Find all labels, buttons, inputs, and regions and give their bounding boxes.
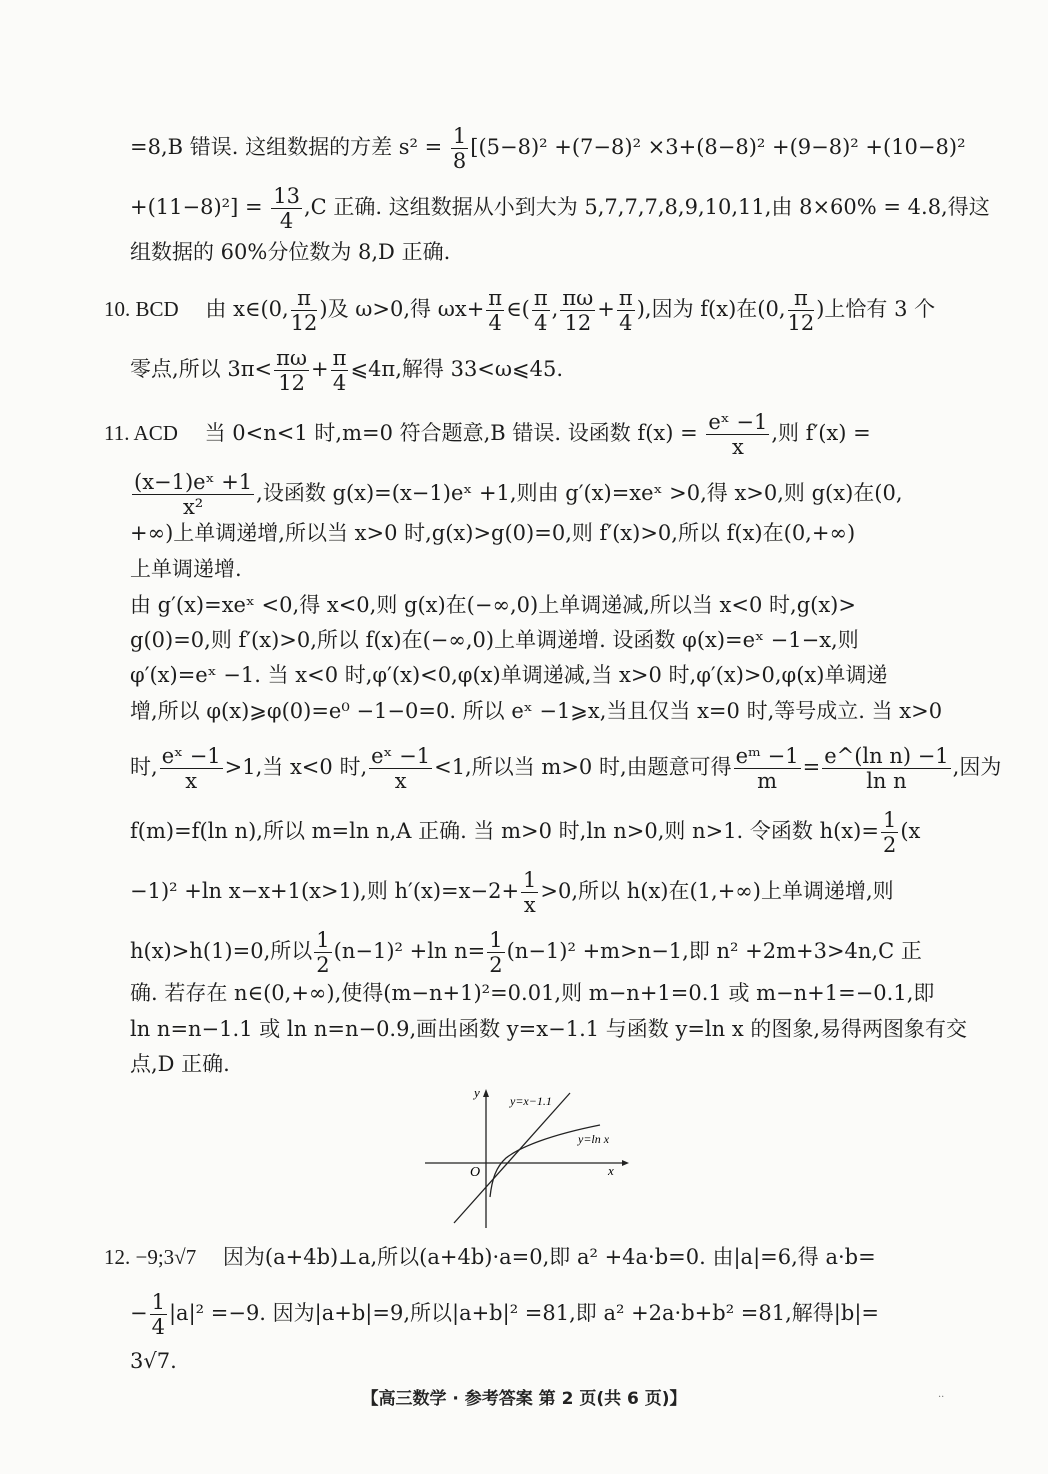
q11-line-7: φ′(x)=eˣ −1. 当 x<0 时,φ′(x)<0,φ(x)单调递减,当 x>0 时,φ′(x)>0,φ(x)单调递 xyxy=(130,663,888,687)
q9-line-1: =8,B 错误. 这组数据的方差 s² = $\frac{1}{8}$ [(5−8)² +(7−8)² ×3+(8−8)² +(9−8)² +(10−8)² xyxy=(130,124,966,173)
fraction: $\frac{\text{eᵐ −1}}{m}$ xyxy=(735,744,799,793)
q11-line-12: h(x)>h(1)=0,所以 $\frac{1}{2}$ (n−1)² +ln n= $\frac{1}{2}$ (n−1)² +m>n−1,即 n² +2m+3>4n,C 正 xyxy=(130,928,922,977)
fraction: $\frac{1}{4}$ xyxy=(151,1290,165,1339)
q11-line-1: 11. ACD 当 0<n<1 时,m=0 符合题意,B 错误. 设函数 f(x) = $\frac{\text{eˣ −1}}{x}$ ,则 f′(x) = xyxy=(104,410,871,459)
fraction: $\frac{13}{4}$ xyxy=(273,184,300,233)
q11-line-15: 点,D 正确. xyxy=(130,1052,230,1076)
fraction: $\frac{\pi}{12}$ xyxy=(290,286,318,335)
fraction: $\frac{1}{x}$ xyxy=(523,868,537,917)
q10-line-2: 零点,所以 3π< $\frac{\pi\omega}{12}$ + $\frac{\pi}{4}$ ⩽4π,解得 33<ω⩽45. xyxy=(130,346,564,395)
question-number: 12. −9;3√7 xyxy=(104,1245,197,1269)
q11-line-13: 确. 若存在 n∈(0,+∞),使得(m−n+1)²=0.01,则 m−n+1=0.1 或 m−n+1=−0.1,即 xyxy=(130,981,935,1005)
q10-line-1: 10. BCD 由 x∈(0, $\frac{\pi}{12}$ )及 ω>0,得 ωx+ $\frac{\pi}{4}$ ∈( $\frac{\pi}{4}$ , $\frac{\pi\omega}{12}$ + $\frac{\pi}{4}$ ),因为 f(x)在(0, $\frac{\pi}{12}$ )上恰有 3 个 xyxy=(104,286,936,335)
fraction: $\frac{1}{2}$ xyxy=(882,808,897,857)
x-axis-arrow xyxy=(622,1160,629,1166)
q9-line-3: 组数据的 60%分位数为 8,D 正确. xyxy=(130,240,451,264)
fraction: $\frac{\text{(x−1)eˣ +1}}{\text{x²}}$ xyxy=(134,470,253,519)
fraction: $\frac{1}{2}$ xyxy=(316,928,330,977)
fraction: $\frac{\pi}{4}$ xyxy=(332,346,347,395)
q11-line-8: 增,所以 φ(x)⩾φ(0)=e⁰ −1−0=0. 所以 eˣ −1⩾x,当且仅当 x=0 时,等号成立. 当 x>0 xyxy=(130,699,943,723)
x-axis-label: x xyxy=(608,1163,614,1178)
q11-line-4: 上单调递增. xyxy=(130,557,242,581)
y-axis-label: y xyxy=(474,1085,480,1100)
line-y-x-minus-1-1 xyxy=(454,1093,570,1223)
fraction: $\frac{\pi\omega}{12}$ xyxy=(562,286,594,335)
corner-mark: ·· xyxy=(938,1392,945,1403)
fraction: $\frac{1}{2}$ xyxy=(489,928,503,977)
q11-line-2: $\frac{\text{(x−1)eˣ +1}}{\text{x²}}$ ,设函数 g(x)=(x−1)eˣ +1,则由 g′(x)=xeˣ >0,得 x>0,则 g(x)在(0, xyxy=(134,470,903,519)
q11-line-5: 由 g′(x)=xeˣ <0,得 x<0,则 g(x)在(−∞,0)上单调递减,所以当 x<0 时,g(x)> xyxy=(130,593,856,617)
fraction: $\frac{\pi}{4}$ xyxy=(618,286,633,335)
q9-line-2: +(11−8)²] = $\frac{13}{4}$ ,C 正确. 这组数据从小到大为 5,7,7,7,8,9,10,11,由 8×60% = 4.8,得这 xyxy=(130,184,990,233)
q11-line-10: f(m)=f(ln n),所以 m=ln n,A 正确. 当 m>0 时,ln n>0,则 n>1. 令函数 h(x)= $\frac{1}{2}$ (x xyxy=(130,808,921,857)
q12-line-3: 3√7. xyxy=(130,1349,177,1373)
q11-line-11: −1)² +ln x−x+1(x>1),则 h′(x)=x−2+ $\frac{1}{x}$ >0,所以 h(x)在(1,+∞)上单调递增,则 xyxy=(130,868,894,917)
fraction: $\frac{\pi}{12}$ xyxy=(787,286,815,335)
page-footer: 【高三数学 · 参考答案 第 2 页(共 6 页)】 xyxy=(361,1389,687,1409)
y-axis-arrow xyxy=(483,1089,489,1097)
q11-line-14: ln n=n−1.1 或 ln n=n−0.9,画出函数 y=x−1.1 与函数 y=ln x 的图象,易得两图象有交 xyxy=(130,1017,968,1041)
line-label: y=x−1.1 xyxy=(510,1094,552,1108)
fraction: $\frac{1}{8}$ xyxy=(452,124,467,173)
fraction: $\frac{\pi}{4}$ xyxy=(533,286,548,335)
function-graph xyxy=(420,1083,635,1233)
question-number: 10. BCD xyxy=(104,297,179,321)
fraction: $\frac{\text{e\textasciicircum{}(ln n) −1}}{\text{ln n}}$ xyxy=(824,744,949,793)
fraction: $\frac{\text{eˣ −1}}{x}$ xyxy=(371,744,431,793)
fraction: $\frac{\text{eˣ −1}}{x}$ xyxy=(161,744,221,793)
q12-line-1: 12. −9;3√7 因为(a+4b)⊥a,所以(a+4b)·a=0,即 a² +4a·b=0. 由|a|=6,得 a·b= xyxy=(104,1245,876,1269)
q11-line-3: +∞)上单调递增,所以当 x>0 时,g(x)>g(0)=0,则 f′(x)>0,所以 f(x)在(0,+∞) xyxy=(130,521,856,545)
fraction: $\frac{\pi\omega}{12}$ xyxy=(276,346,308,395)
question-number: 11. ACD xyxy=(104,421,178,445)
q12-line-2: − $\frac{1}{4}$ |a|² =−9. 因为|a+b|=9,所以|a+b|² =81,即 a² +2a·b+b² =81,解得|b|= xyxy=(130,1290,879,1339)
fraction: $\frac{\text{eˣ −1}}{x}$ xyxy=(708,410,768,459)
q11-line-9: 时, $\frac{\text{eˣ −1}}{x}$ >1,当 x<0 时, $\frac{\text{eˣ −1}}{x}$ <1,所以当 m>0 时,由题意可得 $\frac{\text{eᵐ −1}}{m}$ = $\frac{\text{e\textasciicircum{}(ln n) −1}}{\text{ln n}}$ ,因为 xyxy=(130,744,1002,793)
curve-label: y=ln x xyxy=(578,1132,610,1146)
fraction: $\frac{\pi}{4}$ xyxy=(488,286,503,335)
origin-label: O xyxy=(470,1165,481,1180)
q11-line-6: g(0)=0,则 f′(x)>0,所以 f(x)在(−∞,0)上单调递增. 设函数 φ(x)=eˣ −1−x,则 xyxy=(130,628,859,652)
